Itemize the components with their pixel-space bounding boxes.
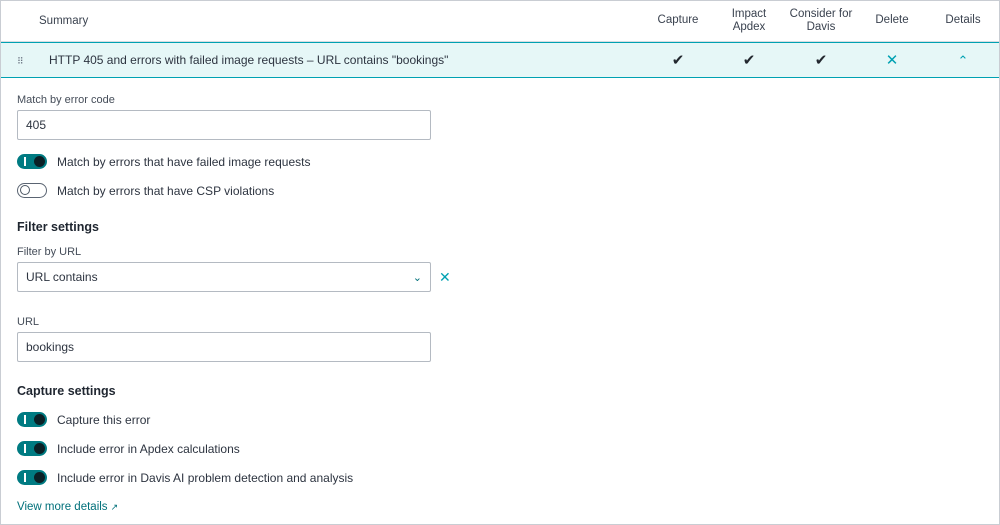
cell-capture[interactable] [643,51,713,69]
column-header-delete: Delete [875,14,909,27]
url-input[interactable] [17,332,431,362]
column-header-details: Details [945,14,981,27]
delete-button[interactable] [857,51,927,69]
cell-impact-apdex[interactable] [713,51,785,69]
filter-by-url-selected-value: URL contains [26,270,98,284]
view-more-details-row [17,499,999,513]
check-icon: ✔ [742,52,756,69]
toggle-failed-image-requests-label: Match by errors that have failed image requests [57,154,311,169]
column-header-impact-apdex-line2: Apdex [732,21,766,33]
filter-settings-title: Filter settings [17,220,99,234]
details-toggle-button[interactable] [927,52,999,69]
column-header-consider-for-davis [785,8,857,34]
filter-by-url-row [17,262,999,292]
toggle-capture-this-error[interactable] [17,412,999,427]
toggle-switch-off-icon[interactable] [17,183,47,198]
external-link-icon: ↗ [110,502,119,512]
capture-settings-title: Capture settings [17,384,116,398]
table-row[interactable] [1,42,999,78]
column-header-capture: Capture [657,14,699,27]
toggle-include-apdex[interactable] [17,441,999,456]
toggle-switch-on-icon[interactable] [17,441,47,456]
chevron-down-icon[interactable]: ⌄ [412,271,422,284]
close-icon: ✕ [885,52,899,69]
toggle-include-apdex-label: Include error in Apdex calculations [57,441,240,456]
clear-filter-button[interactable]: ✕ [439,269,451,285]
cell-consider-for-davis[interactable] [785,51,857,69]
error-code-input[interactable] [17,110,431,140]
column-header-impact-apdex-line1: Impact [731,7,767,20]
error-code-label: Match by error code [17,94,115,106]
toggle-failed-image-requests[interactable] [17,154,999,169]
drag-handle-icon[interactable]: ⠿ [17,56,25,66]
toggle-include-davis[interactable] [17,470,999,485]
url-label: URL [17,316,40,328]
filter-by-url-select[interactable] [17,262,431,292]
toggle-capture-this-error-label: Capture this error [57,412,151,427]
rule-summary-text: HTTP 405 and errors with failed image requests – URL contains "bookings" [49,53,449,67]
toggle-csp-violations[interactable] [17,183,999,198]
column-header-impact-apdex [713,8,785,34]
toggle-csp-violations-label: Match by errors that have CSP violations [57,183,275,198]
toggle-include-davis-label: Include error in Davis AI problem detection and analysis [57,470,354,485]
toggle-switch-on-icon[interactable] [17,470,47,485]
view-more-details-label: View more details [17,501,108,513]
column-header-consider-for-davis-line2: Davis [806,21,836,33]
chevron-up-icon: ⌃ [957,52,969,68]
table-header [1,1,999,42]
toggle-switch-on-icon[interactable] [17,412,47,427]
toggle-switch-on-icon[interactable] [17,154,47,169]
filter-by-url-label: Filter by URL [17,246,82,258]
check-icon: ✔ [671,52,685,69]
view-more-details-link[interactable] [17,501,118,513]
column-header-consider-for-davis-line1: Consider for [789,7,853,20]
check-icon: ✔ [814,52,828,69]
column-header-summary: Summary [39,15,89,27]
rule-detail-panel [1,78,999,513]
